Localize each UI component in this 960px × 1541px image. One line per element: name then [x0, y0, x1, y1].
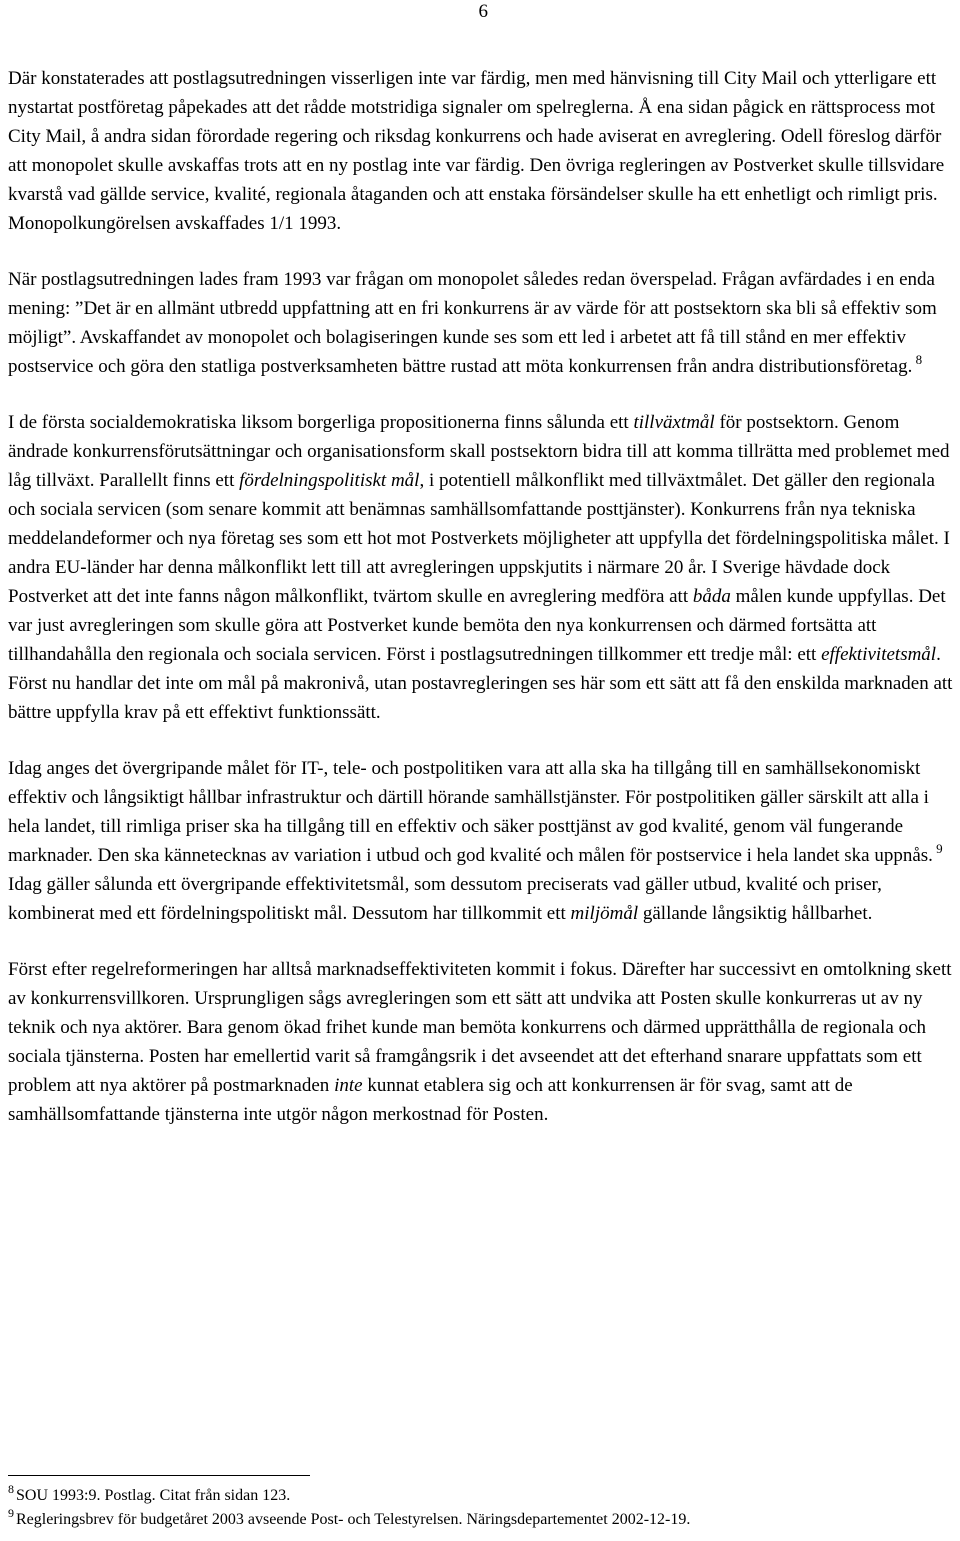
footnote-reference: 8	[912, 352, 923, 367]
italic-text: fördelningspolitiskt mål	[239, 470, 420, 491]
document-body	[8, 64, 956, 1129]
footnote-number: 9	[8, 1506, 14, 1520]
text-run: kunnat etablera sig och att konkurrensen är för svag, samt att de samhällsomfattande tjänsterna inte utgör någon merkostnad för Posten.	[8, 1075, 853, 1125]
paragraph	[8, 265, 956, 381]
italic-text: effektivitetsmål	[821, 644, 937, 665]
footnote	[8, 1484, 956, 1508]
footnote-text: SOU 1993:9. Postlag. Citat från sidan 123.	[16, 1487, 291, 1504]
italic-text: tillväxtmål	[633, 412, 715, 433]
paragraph	[8, 955, 956, 1129]
text-run: , i potentiell målkonflikt med tillväxtmålet. Det gäller den regionala och sociala servicen (som senare kommit att benämnas samhällsomfattande posttjänster). Konkurrens från nya tekniska meddelandeformer och nya företag ses som ett hot mot Postverkets möjligheter att uppfylla det fördelningspolitiska målet. I andra EU-länder har denna målkonflikt lett till att avregleringen uppskjutits i närmare 20 år. I Sverige hävdade dock Postverket att det inte fanns någon målkonflikt, tvärtom skulle en avreglering medföra att	[8, 470, 950, 607]
text-run: Idag gäller sålunda ett övergripande effektivitetsmål, som dessutom preciserats vad gäller utbud, kvalité och priser, kombinerat med ett fördelningspolitiskt mål. Dessutom har tillkommit ett	[8, 874, 882, 924]
text-run: Först efter regelreformeringen har alltså marknadseffektiviteten kommit i fokus. Därefter har successivt en omtolkning skett av konkurrensvillkoren. Ursprungligen sågs avregleringen som ett sätt att undvika att Posten skulle konkurreras ut av ny teknik och nya aktörer. Bara genom ökad frihet kunde man bemöta konkurrens och därmed upprätthålla de regionala och sociala tjänsterna. Posten har emellertid varit så framgångsrik i det avseendet att det efterhand snarare uppfattats som ett problem att nya aktörer på postmarknaden	[8, 959, 952, 1096]
text-run: målen kunde uppfyllas. Det var just avregleringen som skulle göra att Postverket kunde bemöta den nya konkurrensen och därmed fortsätta att tillhandahålla den regionala och sociala servicen. Först i postlagsutredningen tillkommer ett tredje mål: ett	[8, 586, 946, 665]
italic-text: båda	[692, 586, 731, 607]
text-run: för postsektorn. Genom ändrade konkurrensförutsättningar och organisationsform skall postsektorn bidra till att komma tillrätta med problemet med låg tillväxt. Parallellt finns ett	[8, 412, 950, 491]
footnote-number: 8	[8, 1482, 14, 1496]
paragraph	[8, 408, 956, 727]
text-run: När postlagsutredningen lades fram 1993 var frågan om monopolet således redan överspelad. Frågan avfärdades i en enda mening: ”Det är en allmänt utbredd uppfattning att en fri konkurrens är av värde för att postsektorn ska bli så effektiv som möjligt”. Avskaffandet av monopolet och bolagiseringen kunde ses som ett led i arbetet att få till stånd en mer effektiv postservice och göra den statliga postverksamheten bättre rustad att möta konkurrensen från andra distributionsföretag.	[8, 269, 937, 377]
footnote-text: Regleringsbrev för budgetåret 2003 avseende Post- och Telestyrelsen. Näringsdepartementet 2002-12-19.	[16, 1511, 691, 1528]
text-run: gällande långsiktig hållbarhet.	[638, 903, 873, 924]
footnote-reference: 9	[932, 841, 943, 856]
footnote	[8, 1508, 956, 1532]
text-run: I de första socialdemokratiska liksom borgerliga propositionerna finns sålunda ett	[8, 412, 634, 433]
footnote-separator	[8, 1475, 310, 1476]
text-run: . Först nu handlar det inte om mål på makronivå, utan postavregleringen ses här som ett sätt att få den enskilda marknaden att bättre uppfylla krav på ett effektivt funktionssätt.	[8, 644, 953, 723]
italic-text: inte	[334, 1075, 363, 1096]
paragraph	[8, 64, 956, 238]
italic-text: miljömål	[570, 903, 639, 924]
page-number: 6	[478, 1, 488, 22]
footnotes	[8, 1484, 956, 1532]
text-run: Där konstaterades att postlagsutredningen visserligen inte var färdig, men med hänvisning till City Mail och ytterligare ett nystartat postföretag påpekades att det rådde motstridiga signaler om spelreglerna. Å ena sidan pågick en rättsprocess mot City Mail, å andra sidan förordade regering och riksdag konkurrens och hade aviserat en avreglering. Odell föreslog därför att monopolet skulle avskaffas trots att en ny postlag inte var färdig. Den övriga regleringen av Postverket skulle tillsvidare kvarstå vad gällde service, kvalité, regionala åtaganden och att enstaka försändelser skulle ha ett enhetligt och rimligt pris. Monopolkungörelsen avskaffades 1/1 1993.	[8, 68, 945, 234]
text-run: Idag anges det övergripande målet för IT-, tele- och postpolitiken vara att alla ska ha tillgång till en samhällsekonomiskt effektiv och långsiktigt hållbar infrastruktur och därtill hörande samhällstjänster. För postpolitiken gäller särskilt att alla i hela landet, till rimliga priser ska ha tillgång till en effektiv och säker posttjänst av god kvalité, genom väl fungerande marknader. Den ska kännetecknas av variation i utbud och god kvalité och målen för postservice i hela landet ska uppnås.	[8, 758, 933, 866]
paragraph	[8, 754, 956, 928]
